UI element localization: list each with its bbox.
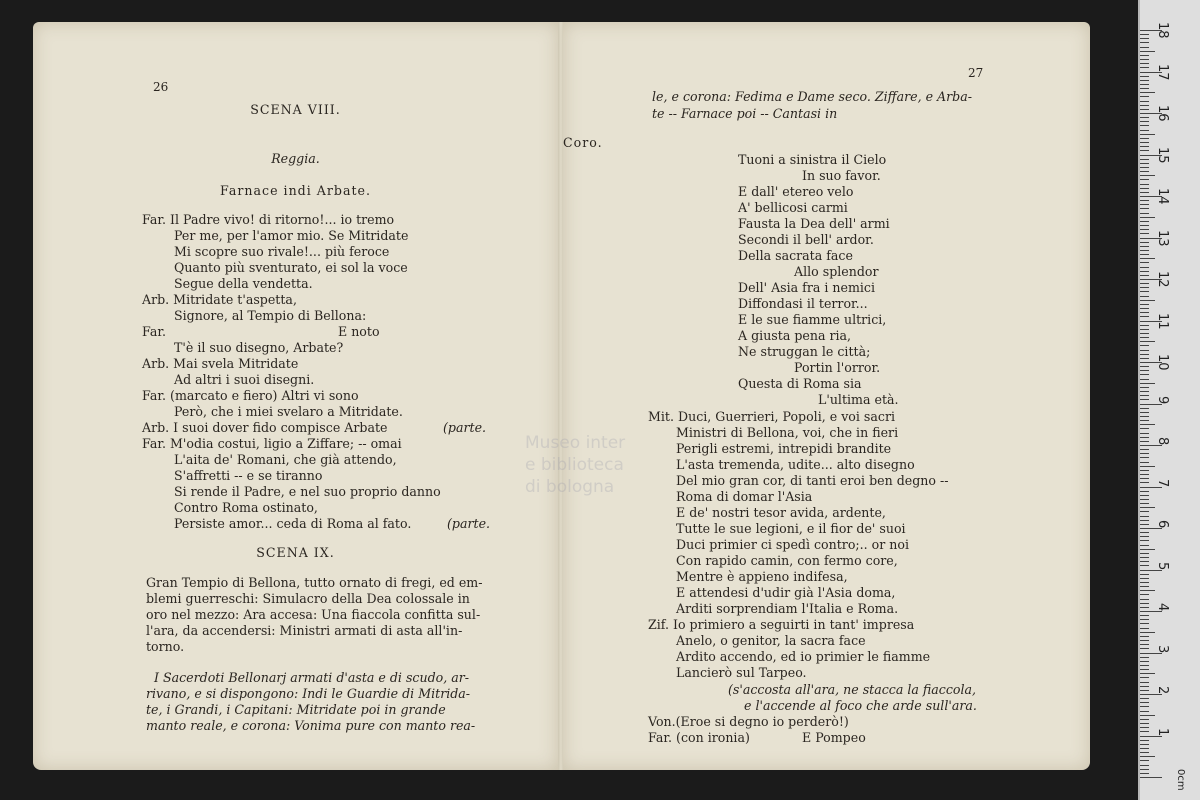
page-number: 27 (968, 66, 984, 80)
ruler-tick (1140, 175, 1155, 176)
text-line: Far. (142, 324, 167, 339)
text-line: E le sue fiamme ultrici, (738, 312, 887, 327)
ruler-tick (1140, 582, 1149, 583)
ruler-tick (1140, 80, 1149, 81)
ruler-tick (1140, 628, 1149, 629)
ruler-tick (1140, 574, 1149, 575)
ruler-tick (1140, 462, 1149, 463)
ruler-tick (1140, 503, 1149, 504)
ruler-tick (1140, 711, 1149, 712)
text-line: Ad altri i suoi disegni. (174, 372, 315, 387)
ruler-tick (1140, 395, 1149, 396)
ruler-tick (1140, 125, 1149, 126)
ruler-tick (1140, 706, 1149, 707)
text-line: rivano, e si dispongono: Indi le Guardie di Mitrida- (146, 686, 471, 701)
ruler-tick (1140, 121, 1149, 122)
ruler-tick (1140, 379, 1149, 380)
left-page (33, 22, 558, 770)
ruler-tick (1140, 740, 1149, 741)
text-line: Fausta la Dea dell' armi (738, 216, 890, 231)
text-line: A giusta pena ria, (738, 328, 852, 343)
ruler-tick (1140, 723, 1149, 724)
ruler-tick (1140, 561, 1149, 562)
text-line: L'asta tremenda, udite... alto disegno (676, 457, 915, 472)
ruler-tick (1140, 632, 1155, 633)
text-line: Von.(Eroe si degno io perderò!) (648, 714, 849, 729)
ruler-tick (1140, 287, 1149, 288)
ruler-tick (1140, 565, 1149, 566)
text-line: (s'accosta all'ara, ne stacca la fiaccola, (728, 682, 977, 697)
ruler-tick (1140, 441, 1149, 442)
ruler-tick (1140, 673, 1155, 674)
ruler-tick (1140, 345, 1149, 346)
ruler-tick (1140, 545, 1149, 546)
ruler-tick (1140, 304, 1149, 305)
text-line: Coro. (563, 135, 603, 150)
text-line: E attendesi d'udir già l'Asia doma, (676, 585, 896, 600)
ruler-tick (1140, 599, 1149, 600)
ruler-tick (1140, 296, 1149, 297)
text-line: SCENA IX. (256, 545, 335, 560)
ruler-tick (1140, 233, 1149, 234)
text-line: torno. (146, 639, 185, 654)
ruler-number: 12 (1155, 271, 1170, 288)
ruler-tick (1140, 167, 1149, 168)
ruler-tick (1140, 644, 1149, 645)
text-line: Tutte le sue legioni, e il fior de' suoi (676, 521, 906, 536)
ruler-number: 7 (1155, 478, 1170, 487)
text-line: Far. (marcato e fiero) Altri vi sono (142, 388, 359, 403)
text-line: Dell' Asia fra i nemici (738, 280, 876, 295)
watermark-line: di bologna (525, 477, 615, 497)
text-line: E dall' etereo velo (738, 184, 854, 199)
ruler-tick (1140, 769, 1149, 770)
ruler-tick (1140, 208, 1149, 209)
text-line: Quanto più sventurato, ei sol la voce (174, 260, 408, 275)
ruler-tick (1140, 491, 1149, 492)
ruler-tick (1140, 682, 1149, 683)
ruler-tick (1140, 117, 1149, 118)
ruler-tick (1140, 358, 1149, 359)
ruler-tick (1140, 150, 1149, 151)
ruler-tick (1140, 350, 1149, 351)
ruler-tick (1140, 420, 1149, 421)
ruler-tick (1140, 607, 1149, 608)
ruler-number: 13 (1155, 229, 1170, 247)
text-line: Arb. Mai svela Mitridate (142, 356, 299, 371)
ruler-tick (1140, 557, 1149, 558)
ruler-tick (1140, 727, 1149, 728)
ruler-number: 18 (1155, 22, 1170, 39)
text-line: Arditi sorprendiam l'Italia e Roma. (676, 601, 899, 616)
ruler-tick (1140, 254, 1149, 255)
text-line: Gran Tempio di Bellona, tutto ornato di fregi, ed em- (146, 575, 483, 590)
ruler-tick (1140, 341, 1155, 342)
watermark-line: e biblioteca (525, 455, 624, 475)
text-line: Signore, al Tempio di Bellona: (174, 308, 367, 323)
text-line: Allo splendor (794, 264, 879, 279)
ruler-tick (1140, 665, 1149, 666)
ruler-tick (1140, 370, 1149, 371)
right-page (563, 22, 1090, 770)
ruler-tick (1140, 105, 1149, 106)
text-line: T'è il suo disegno, Arbate? (174, 340, 344, 355)
ruler-number: 2 (1155, 686, 1170, 695)
text-line: Far. Il Padre vivo! di ritorno!... io tremo (142, 212, 395, 227)
ruler-tick (1140, 267, 1149, 268)
ruler-tick (1140, 731, 1149, 732)
ruler-tick (1140, 640, 1149, 641)
ruler-tick (1140, 677, 1149, 678)
text-line: blemi guerreschi: Simulacro della Dea colossale in (146, 591, 470, 606)
text-line: e l'accende al foco che arde sull'ara. (744, 698, 977, 713)
text-line: Farnace indi Arbate. (220, 183, 371, 198)
ruler-tick (1140, 532, 1149, 533)
text-line: Della sacrata face (738, 248, 853, 263)
text-line: (parte. (447, 516, 491, 531)
text-line: Ministri di Bellona, voi, che in fieri (676, 425, 899, 440)
text-line: Reggia. (271, 151, 320, 166)
ruler-tick (1140, 773, 1149, 774)
ruler-tick (1140, 55, 1149, 56)
ruler-tick (1140, 88, 1149, 89)
ruler-tick (1140, 516, 1149, 517)
ruler-tick (1140, 130, 1149, 131)
text-line: Mit. Duci, Guerrieri, Popoli, e voi sacri (648, 409, 895, 424)
ruler-tick (1140, 424, 1155, 425)
ruler-tick (1140, 540, 1149, 541)
ruler-tick (1140, 337, 1149, 338)
ruler-tick (1140, 159, 1149, 160)
ruler-tick (1140, 690, 1149, 691)
ruler-tick (1140, 109, 1149, 110)
ruler-number: 11 (1155, 312, 1170, 330)
text-line: Mentre è appieno indifesa, (676, 569, 848, 584)
ruler-tick (1140, 179, 1149, 180)
ruler-tick (1140, 217, 1155, 218)
text-line: L'aita de' Romani, che già attendo, (174, 452, 397, 467)
ruler-tick (1140, 520, 1149, 521)
ruler-tick (1140, 333, 1149, 334)
text-line: Mi scopre suo rivale!... più feroce (174, 244, 390, 259)
ruler-tick (1140, 507, 1155, 508)
ruler-number: 8 (1155, 437, 1170, 446)
text-line: I Sacerdoti Bellonarj armati d'asta e di scudo, ar- (154, 670, 470, 685)
text-line: Far. M'odia costui, ligio a Ziffare; -- omai (142, 436, 402, 451)
ruler-tick (1140, 275, 1149, 276)
ruler-number: 16 (1155, 105, 1170, 122)
text-line: le, e corona: Fedima e Dame seco. Ziffare, e Arba- (652, 89, 972, 104)
ruler-tick (1140, 204, 1149, 205)
text-line: E Pompeo (802, 730, 866, 745)
ruler-tick (1140, 142, 1149, 143)
ruler-tick (1140, 67, 1149, 68)
text-line: Zif. Io primiero a seguirti in tant' impresa (648, 617, 915, 632)
ruler-tick (1140, 765, 1149, 766)
ruler-tick (1140, 499, 1149, 500)
ruler-tick (1140, 59, 1149, 60)
ruler-tick (1140, 242, 1149, 243)
library-watermark (525, 432, 625, 498)
ruler-tick (1140, 615, 1149, 616)
ruler-tick (1140, 329, 1149, 330)
text-line: Ne struggan le città; (738, 344, 871, 359)
measuring-ruler (1138, 0, 1200, 800)
ruler-number: 15 (1155, 146, 1170, 164)
ruler-unit: 0cm (1175, 769, 1186, 791)
ruler-tick (1140, 553, 1149, 554)
ruler-tick (1140, 96, 1149, 97)
text-line: Però, che i miei svelaro a Mitridate. (174, 404, 403, 419)
ruler-tick (1140, 466, 1155, 467)
ruler-tick (1140, 300, 1155, 301)
ruler-tick (1140, 511, 1149, 512)
ruler-tick (1140, 408, 1149, 409)
ruler-tick (1140, 213, 1149, 214)
text-line: Questa di Roma sia (738, 376, 862, 391)
text-line: Duci primier ci spedì contro;.. or noi (676, 537, 909, 552)
ruler-tick (1140, 482, 1149, 483)
ruler-tick (1140, 457, 1149, 458)
text-line: S'affretti -- e se tiranno (174, 468, 323, 483)
ruler-tick (1140, 698, 1149, 699)
text-line: Segue della vendetta. (174, 276, 313, 291)
text-line: Roma di domar l'Asia (676, 489, 813, 504)
ruler-tick (1140, 34, 1149, 35)
ruler-tick (1140, 433, 1149, 434)
ruler-tick (1140, 470, 1149, 471)
ruler-tick (1140, 42, 1149, 43)
ruler-tick (1140, 437, 1149, 438)
text-line: A' bellicosi carmi (738, 200, 848, 215)
ruler-tick (1140, 291, 1149, 292)
ruler-tick (1140, 619, 1149, 620)
ruler-tick (1140, 138, 1149, 139)
text-line: oro nel mezzo: Ara accesa: Una fiaccola confitta sul- (146, 607, 481, 622)
ruler-tick (1140, 748, 1149, 749)
ruler-tick (1140, 308, 1149, 309)
ruler-tick (1140, 200, 1149, 201)
ruler-tick (1140, 702, 1149, 703)
ruler-tick (1140, 76, 1149, 77)
ruler-tick (1140, 184, 1149, 185)
ruler-tick (1140, 92, 1155, 93)
text-line: Arb. I suoi dover fido compisce Arbate (142, 420, 388, 435)
ruler-tick (1140, 412, 1149, 413)
text-line: l'ara, da accendersi: Ministri armati di asta all'in- (146, 623, 463, 638)
ruler-tick (1140, 271, 1149, 272)
ruler-tick (1140, 383, 1155, 384)
ruler-tick (1140, 262, 1149, 263)
ruler-tick (1140, 354, 1149, 355)
ruler-tick (1140, 657, 1149, 658)
text-line: Secondi il bell' ardor. (738, 232, 874, 247)
ruler-tick (1140, 38, 1149, 39)
ruler-tick (1140, 449, 1149, 450)
text-line: Ardito accendo, ed io primier le fiamme (676, 649, 931, 664)
ruler-tick (1140, 719, 1149, 720)
text-line: E de' nostri tesor avida, ardente, (676, 505, 886, 520)
text-line: Anelo, o genitor, la sacra face (676, 633, 866, 648)
ruler-tick (1140, 146, 1149, 147)
ruler-tick (1140, 669, 1149, 670)
ruler-tick (1140, 250, 1149, 251)
text-line: Contro Roma ostinato, (174, 500, 318, 515)
ruler-tick (1140, 586, 1149, 587)
ruler-tick (1140, 453, 1149, 454)
ruler-tick (1140, 752, 1149, 753)
watermark-line: Museo inter (525, 433, 626, 453)
page-number: 26 (153, 80, 169, 94)
ruler-tick (1140, 623, 1149, 624)
ruler-tick (1140, 84, 1149, 85)
ruler-tick (1140, 325, 1149, 326)
ruler-tick (1140, 63, 1149, 64)
ruler-number: 9 (1155, 395, 1170, 404)
text-line: manto reale, e corona: Vonima pure con manto rea- (146, 718, 476, 733)
ruler-tick (1140, 416, 1149, 417)
ruler-tick (1140, 590, 1155, 591)
text-line: Tuoni a sinistra il Cielo (738, 152, 887, 167)
ruler-tick (1140, 478, 1149, 479)
ruler-tick (1140, 391, 1149, 392)
text-line: Persiste amor... ceda di Roma al fato. (174, 516, 412, 531)
ruler-number: 17 (1155, 63, 1170, 81)
ruler-number: 14 (1155, 188, 1170, 205)
ruler-tick (1140, 283, 1149, 284)
ruler-tick (1140, 549, 1155, 550)
text-line: Perigli estremi, intrepidi brandite (676, 441, 892, 456)
ruler-tick (1140, 188, 1149, 189)
ruler-number: 1 (1155, 727, 1170, 736)
ruler-tick (1140, 428, 1149, 429)
text-line: te -- Farnace poi -- Cantasi in (652, 106, 838, 121)
ruler-tick (1140, 399, 1149, 400)
ruler-tick (1140, 192, 1149, 193)
ruler-tick (1140, 171, 1149, 172)
text-line: Lancierò sul Tarpeo. (676, 665, 807, 680)
ruler-tick (1140, 524, 1149, 525)
ruler-tick (1140, 760, 1149, 761)
ruler-tick (1140, 715, 1155, 716)
ruler-tick (1140, 594, 1149, 595)
ruler-tick (1140, 495, 1149, 496)
ruler-tick (1140, 101, 1149, 102)
ruler-tick (1140, 225, 1149, 226)
text-line: Si rende il Padre, e nel suo proprio danno (174, 484, 441, 499)
text-line: (parte. (443, 420, 487, 435)
ruler-tick (1140, 229, 1149, 230)
ruler-tick (1140, 636, 1149, 637)
ruler-tick (1140, 374, 1149, 375)
ruler-tick (1140, 777, 1162, 778)
ruler-tick (1140, 686, 1149, 687)
text-line: Del mio gran cor, di tanti eroi ben degno -- (676, 473, 949, 488)
text-line: Diffondasi il terror... (738, 296, 868, 311)
ruler-number: 6 (1155, 520, 1170, 529)
ruler-tick (1140, 661, 1149, 662)
ruler-tick (1140, 578, 1149, 579)
ruler-tick (1140, 134, 1155, 135)
ruler-tick (1140, 47, 1149, 48)
text-line: E noto (338, 324, 380, 339)
ruler-tick (1140, 221, 1149, 222)
ruler-tick (1140, 474, 1149, 475)
text-line: Arb. Mitridate t'aspetta, (142, 292, 297, 307)
ruler-tick (1140, 366, 1149, 367)
ruler-number: 10 (1155, 354, 1170, 371)
text-line: L'ultima età. (818, 392, 899, 407)
ruler-tick (1140, 756, 1155, 757)
ruler-tick (1140, 312, 1149, 313)
ruler-tick (1140, 648, 1149, 649)
text-line: Far. (con ironia) (648, 730, 750, 745)
ruler-number: 3 (1155, 644, 1170, 653)
text-line: In suo favor. (802, 168, 881, 183)
ruler-tick (1140, 744, 1149, 745)
ruler-tick (1140, 246, 1149, 247)
ruler-tick (1140, 316, 1149, 317)
text-line: SCENA VIII. (250, 102, 341, 117)
ruler-tick (1140, 51, 1155, 52)
text-line: Portin l'orror. (794, 360, 881, 375)
text-line: Con rapido camin, con fermo core, (676, 553, 898, 568)
ruler-tick (1140, 536, 1149, 537)
text-line: te, i Grandi, i Capitani: Mitridate poi in grande (146, 702, 446, 717)
ruler-tick (1140, 258, 1155, 259)
ruler-tick (1140, 387, 1149, 388)
ruler-number: 4 (1155, 603, 1170, 612)
ruler-tick (1140, 603, 1149, 604)
ruler-tick (1140, 163, 1149, 164)
ruler-number: 5 (1155, 561, 1170, 570)
text-line: Per me, per l'amor mio. Se Mitridate (174, 228, 409, 243)
